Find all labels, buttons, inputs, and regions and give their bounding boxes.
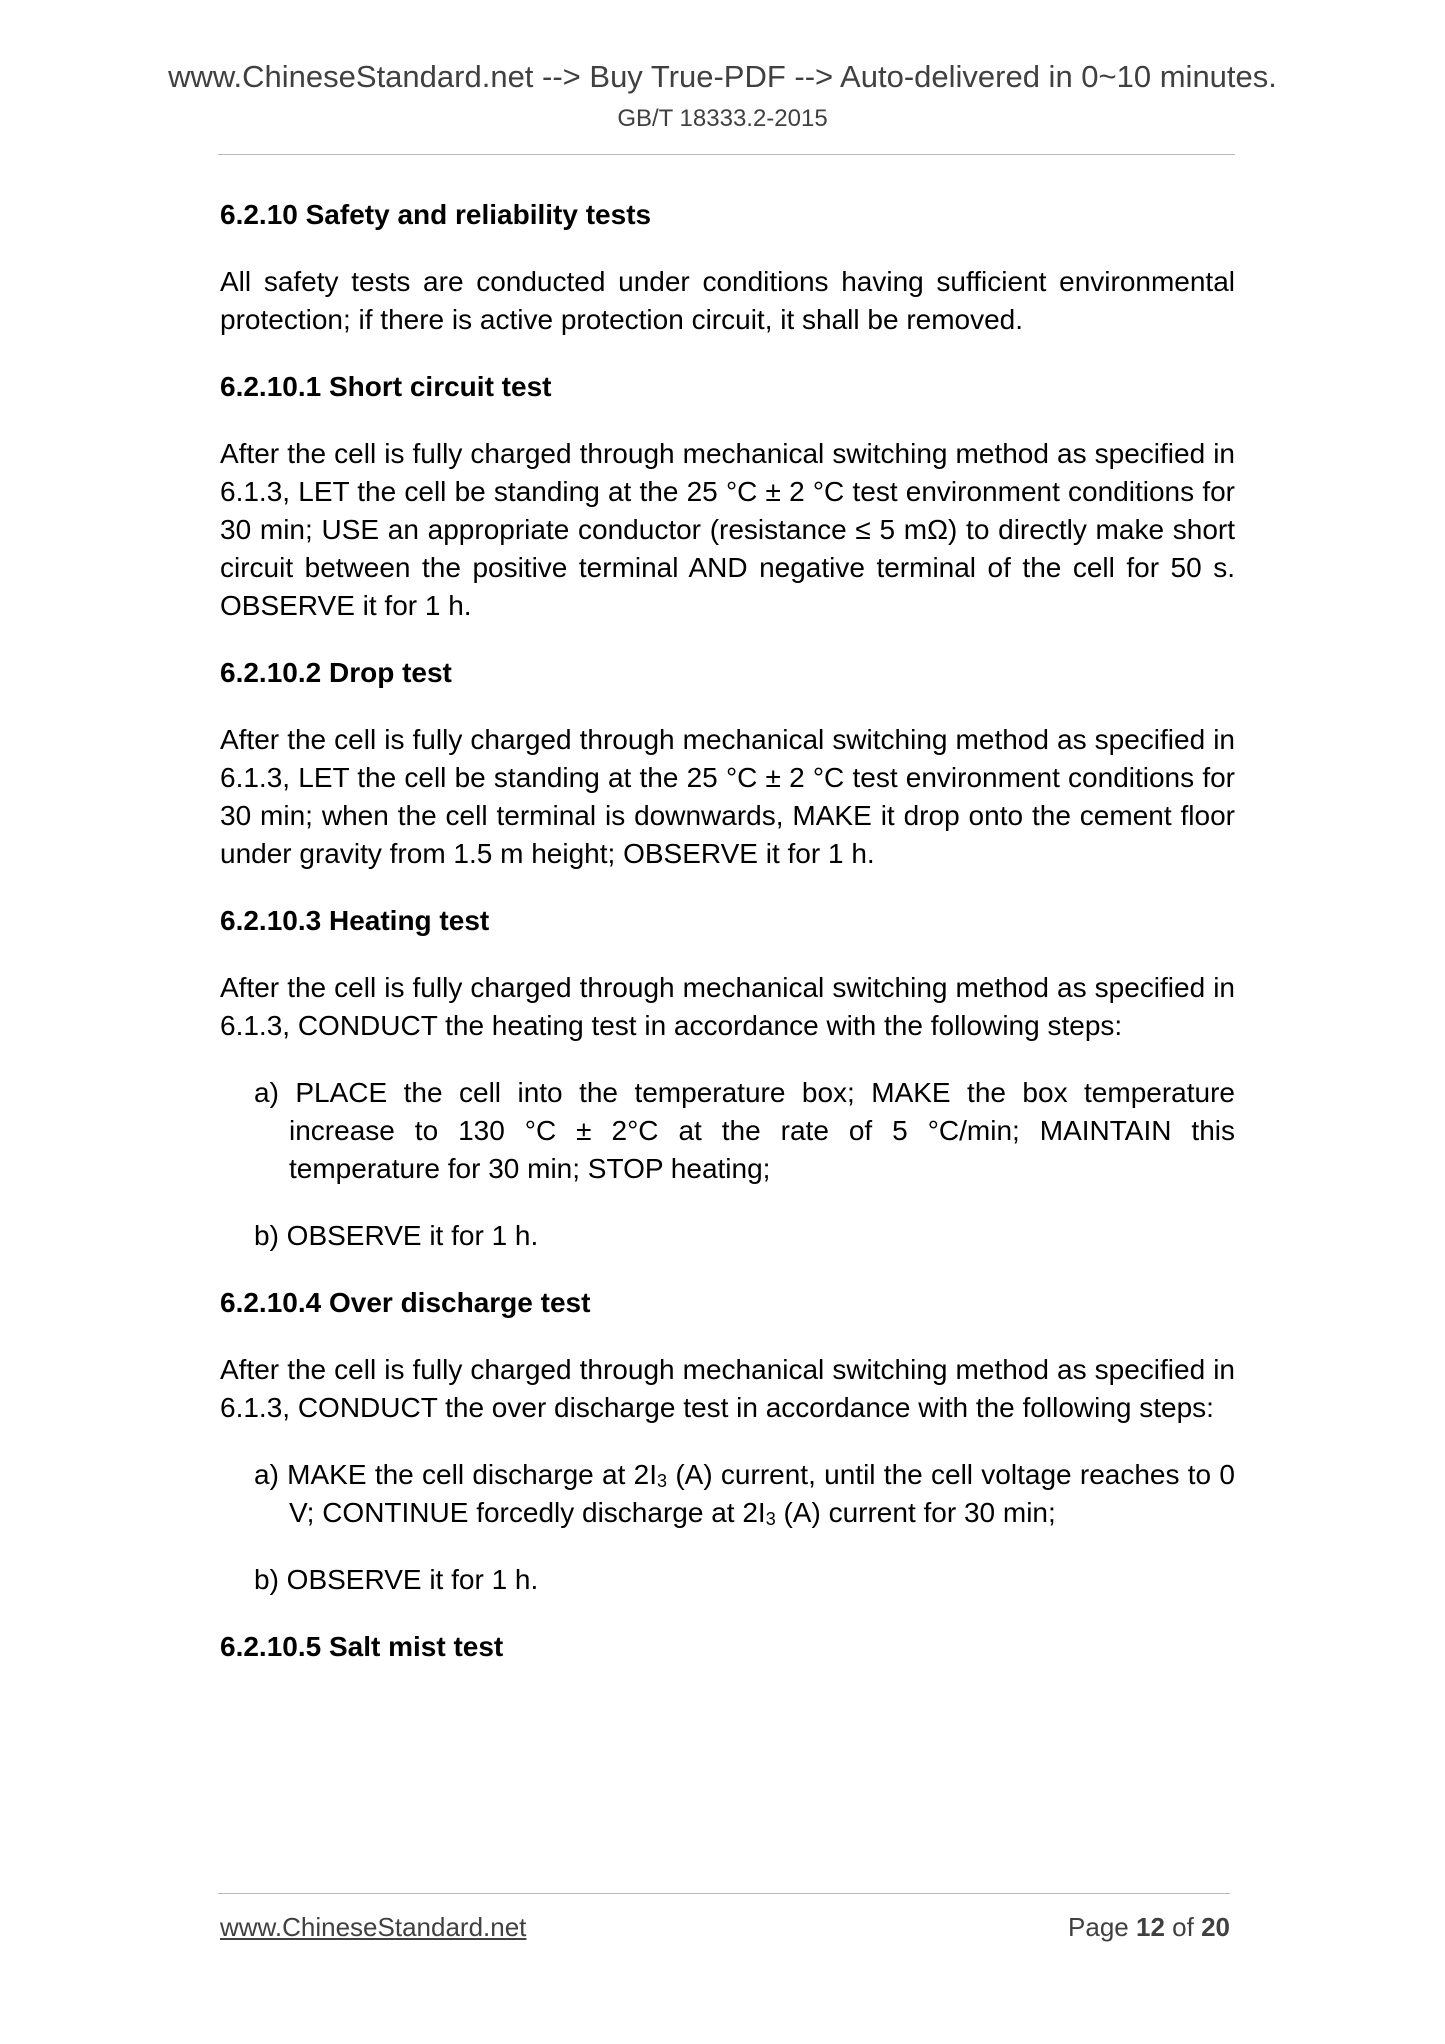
- footer-website-link[interactable]: www.ChineseStandard.net: [220, 1912, 527, 1942]
- list-item-heating-b: b) OBSERVE it for 1 h.: [254, 1220, 539, 1251]
- section-heading-6-2-10-5: 6.2.10.5 Salt mist test: [220, 1631, 504, 1662]
- footer-divider: [218, 1893, 1230, 1894]
- section-text-6-2-10-3: After the cell is fully charged through mechanical switching method as specified in 6.1.3, CONDUCT the heating test in accordance with the following steps:: [220, 972, 1235, 1041]
- item-text-part1: a) MAKE the cell discharge at 2I: [254, 1459, 658, 1490]
- item-text-part3: (A) current for 30 min;: [775, 1497, 1056, 1528]
- section-text-6-2-10-2: After the cell is fully charged through mechanical switching method as specified in 6.1.3, LET the cell be standing at the 25 °C ± 2 °C test environment conditions for 30 min; when the cell terminal is downwards, MAKE it drop onto the cement floor under gravity from 1.5 m height; OBSERVE it for 1 h.: [220, 724, 1235, 869]
- page-number: 12: [1136, 1912, 1165, 1942]
- page-content: [220, 196, 1235, 1695]
- page-label: Page: [1068, 1912, 1129, 1942]
- list-item-overdischarge-b: b) OBSERVE it for 1 h.: [254, 1564, 539, 1595]
- of-label: of: [1172, 1912, 1194, 1942]
- list-item-overdischarge-a: [254, 1456, 1235, 1532]
- section-heading-6-2-10-2: 6.2.10.2 Drop test: [220, 657, 452, 688]
- section-heading-6-2-10-4: 6.2.10.4 Over discharge test: [220, 1287, 591, 1318]
- page-total: 20: [1201, 1912, 1230, 1942]
- section-heading-6-2-10-1: 6.2.10.1 Short circuit test: [220, 371, 552, 402]
- promo-banner: www.ChineseStandard.net --> Buy True-PDF --> Auto-delivered in 0~10 minutes.: [168, 59, 1277, 94]
- section-text-6-2-10-1: After the cell is fully charged through mechanical switching method as specified in 6.1.3, LET the cell be standing at the 25 °C ± 2 °C test environment conditions for 30 min; USE an appropriate conductor (resistance ≤ 5 mΩ) to directly make short circuit between the positive terminal AND negative terminal of the cell for 50 s. OBSERVE it for 1 h.: [220, 438, 1235, 621]
- section-text-6-2-10-4: After the cell is fully charged through mechanical switching method as specified in 6.1.3, CONDUCT the over discharge test in accordance with the following steps:: [220, 1354, 1235, 1423]
- section-heading-6-2-10: 6.2.10 Safety and reliability tests: [220, 199, 652, 230]
- current-subscript: 3: [765, 1509, 776, 1529]
- list-item-heating-a: a) PLACE the cell into the temperature box; MAKE the box temperature increase to 130 °C ± 2°C at the rate of 5 °C/min; MAINTAIN this temperature for 30 min; STOP heating;: [254, 1077, 1235, 1184]
- section-heading-6-2-10-3: 6.2.10.3 Heating test: [220, 905, 490, 936]
- item-text-part2: (A) current, until the cell voltage reaches to 0 V; CONTINUE forcedly discharge at 2I: [289, 1459, 1235, 1528]
- header-divider: [218, 154, 1235, 155]
- document-id: GB/T 18333.2-2015: [617, 105, 828, 132]
- current-subscript: 3: [657, 1471, 668, 1491]
- page-indicator: [1068, 1911, 1230, 1943]
- section-text-6-2-10: All safety tests are conducted under conditions having sufficient environmental protection; if there is active protection circuit, it shall be removed.: [220, 266, 1235, 335]
